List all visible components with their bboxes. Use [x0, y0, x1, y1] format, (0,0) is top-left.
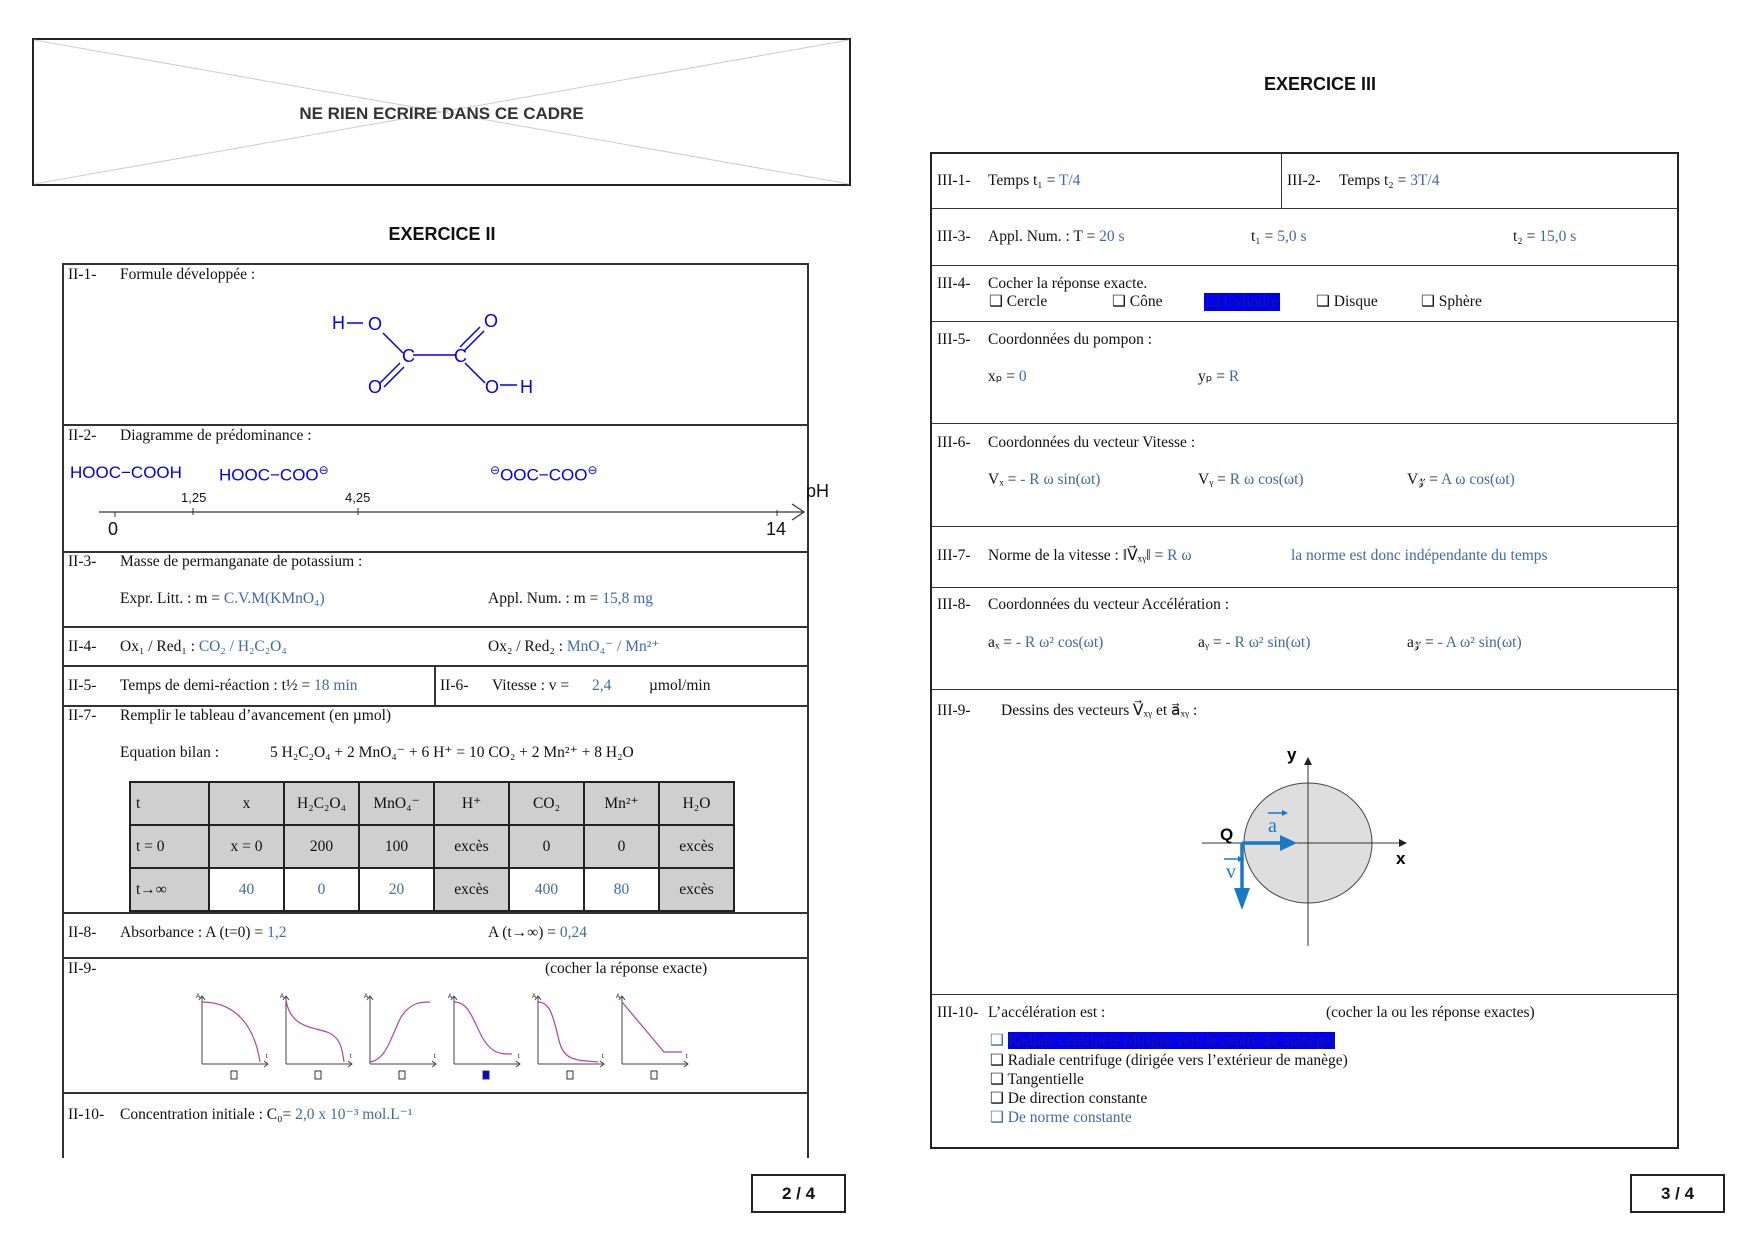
axis-y-label: A: [532, 994, 537, 1000]
graph-choice[interactable]: [198, 992, 278, 1082]
q-label: III-9-: [937, 702, 971, 719]
tick-1-25: 1,25: [181, 490, 207, 505]
ax: [988, 634, 1103, 652]
option-cone[interactable]: [1112, 293, 1163, 311]
couple-2-label: Ox₂ / Red₂ :: [488, 638, 567, 655]
q-text: Coordonnées du vecteur Accélération :: [988, 596, 1230, 613]
ax-label: aₓ =: [988, 634, 1016, 651]
charge: ⊖: [490, 463, 501, 477]
time-t2: [1339, 172, 1439, 190]
xp: [988, 368, 1027, 386]
time-t2-value: 3T/4: [1410, 172, 1440, 189]
speed-norm-value: R ω: [1167, 547, 1192, 564]
az: [1407, 634, 1522, 652]
q-label: III-6-: [937, 434, 971, 451]
option-disque[interactable]: [1316, 293, 1378, 311]
vx: [988, 471, 1100, 489]
axis-x-label: t: [350, 1054, 352, 1060]
expr-value: C.V.M(KMnO₄): [223, 590, 325, 607]
do-not-write-text: NE RIEN ECRIRE DANS CE CADRE: [299, 104, 584, 123]
answer-cell[interactable]: 80: [584, 868, 659, 911]
header-cell: H⁺: [434, 782, 509, 825]
option-label: Cylindre: [1223, 293, 1279, 310]
species-base: [490, 463, 598, 486]
atom-h: H: [332, 313, 345, 333]
yp-value: R: [1228, 368, 1240, 385]
checkbox-icon[interactable]: ❑: [990, 1090, 1004, 1107]
accel-option-centrifuge[interactable]: [990, 1052, 1348, 1070]
option-label: Sphère: [1438, 293, 1482, 310]
axis-x-label: t: [686, 1054, 688, 1060]
charge: ⊖: [318, 463, 329, 477]
axis-x-label: t: [602, 1054, 604, 1060]
atom-o: O: [484, 311, 499, 331]
concentration-label: Concentration initiale : C₀=: [120, 1106, 296, 1123]
q-label: II-5-: [68, 677, 97, 694]
num-value: 15,8 mg: [602, 590, 654, 607]
speed-norm-comment: la norme est donc indépendante du temps: [1291, 547, 1548, 564]
table-header-row: [130, 782, 734, 825]
graph-choice[interactable]: [282, 992, 362, 1082]
cell: excès: [434, 825, 509, 868]
axis-y-label: A: [364, 994, 369, 1000]
time-t1-label: Temps t₁ =: [988, 172, 1059, 189]
option-label: Radiale centripète (dirigée vers le centre du manège): [1007, 1032, 1336, 1049]
q-label: III-10-: [937, 1004, 979, 1021]
q-text: Formule développée :: [120, 266, 256, 283]
exercise-3-title: EXERCICE III: [1263, 74, 1377, 94]
atom-o: O: [368, 314, 383, 334]
axis-y-label: A: [280, 994, 285, 1000]
graph-choice[interactable]: [618, 992, 698, 1082]
az-value: - A ω² sin(ωt): [1437, 634, 1522, 651]
checkbox-icon[interactable]: ❑: [1206, 293, 1220, 310]
checkbox[interactable]: [483, 1071, 489, 1079]
t2-num-label: t₂ =: [1513, 228, 1540, 245]
x-label: x: [1396, 849, 1406, 868]
axis-x-label: t: [518, 1054, 520, 1060]
appl-num: [488, 590, 653, 608]
absorbance-initial-label: Absorbance : A (t=0) =: [120, 924, 268, 941]
cell: 0: [584, 825, 659, 868]
initial-concentration: [120, 1106, 413, 1124]
vx-label: Vₓ =: [988, 471, 1021, 488]
option-label: Disque: [1333, 293, 1378, 310]
absorbance-curve: [538, 1002, 598, 1062]
absorbance-graph-choices: [198, 992, 718, 1082]
t2-num: [1513, 228, 1576, 246]
q-label: II-10-: [68, 1106, 105, 1123]
cell: excès: [659, 868, 734, 911]
time-t1: [988, 172, 1080, 190]
absorbance-curve: [370, 1002, 430, 1062]
species-text: OOC−COO: [500, 465, 588, 485]
advancement-table: [129, 781, 735, 912]
period-label: Appl. Num. : T =: [988, 228, 1100, 245]
speed-norm: [988, 547, 1192, 565]
t1-num: [1251, 228, 1307, 246]
equation: 5 H₂C₂O₄ + 2 MnO₄⁻ + 6 H⁺ = 10 CO₂ + 2 Mn²⁺ + 8 H₂O: [270, 744, 634, 761]
checkbox-icon[interactable]: ❑: [990, 1032, 1004, 1049]
option-label: Cône: [1129, 293, 1163, 310]
num-label: Appl. Num. : m =: [488, 590, 603, 607]
speed-label: Vitesse : v =: [492, 677, 570, 694]
q-text: Cocher la réponse exacte.: [988, 275, 1148, 292]
absorbance-final-label: A (t→∞) =: [488, 924, 560, 941]
q-label: III-8-: [937, 596, 971, 613]
t2-num-value: 15,0 s: [1539, 228, 1577, 245]
atom-c: C: [402, 346, 415, 366]
axis-y-label: A: [196, 994, 201, 1000]
ay-value: - R ω² sin(ωt): [1225, 634, 1311, 651]
couple-1: [120, 638, 287, 656]
absorbance-curve: [286, 1000, 344, 1062]
atom-h: H: [520, 377, 533, 397]
q-label: II-3-: [68, 553, 97, 570]
graph-choice[interactable]: [450, 992, 530, 1082]
checkbox[interactable]: [231, 1071, 237, 1079]
yp-label: yₚ =: [1198, 368, 1229, 385]
q-label: II-1-: [68, 266, 97, 283]
couple-1-value: CO₂ / H₂C₂O₄: [198, 638, 287, 655]
answer-cell[interactable]: 20: [359, 868, 434, 911]
y-label: y: [1287, 745, 1297, 764]
oxalic-acid-structure: [320, 305, 550, 405]
option-sphere[interactable]: [1421, 293, 1482, 311]
checkbox-icon[interactable]: ❑: [1112, 293, 1126, 310]
checkbox[interactable]: [651, 1071, 657, 1079]
ay-label: aᵧ =: [1198, 634, 1226, 651]
vy: [1198, 471, 1304, 489]
option-label: Radiale centrifuge (dirigée vers l’extérieur de manège): [1007, 1052, 1348, 1069]
cell: 0: [509, 825, 584, 868]
vector-diagram: [1188, 740, 1428, 960]
tick-0: 0: [108, 519, 119, 539]
checkbox[interactable]: [567, 1071, 573, 1079]
header-cell: H₂O: [659, 782, 734, 825]
option-label: De norme constante: [1007, 1109, 1132, 1126]
ph-label: pH: [806, 481, 830, 501]
header-cell: H₂C₂O₄: [284, 782, 359, 825]
header-cell: MnO₄⁻: [359, 782, 434, 825]
couple-2-value: MnO₄⁻ / Mn²⁺: [566, 638, 660, 655]
velocity-arrowhead: [1234, 888, 1250, 910]
page-number: 3 / 4: [1630, 1174, 1725, 1213]
ay: [1198, 634, 1310, 652]
half-time-label: Temps de demi-réaction : t½ =: [120, 677, 315, 694]
page-number: 2 / 4: [751, 1174, 846, 1213]
q-label: II-7-: [68, 707, 97, 724]
point-q-label: Q: [1220, 825, 1234, 844]
species-text: HOOC−COO: [219, 465, 319, 485]
period-value: 20 s: [1099, 228, 1125, 245]
cell: 100: [359, 825, 434, 868]
q-text: Masse de permanganate de potassium :: [120, 553, 363, 570]
header-cell: CO₂: [509, 782, 584, 825]
t1-num-label: t₁ =: [1251, 228, 1278, 245]
absorbance-curve: [202, 1002, 260, 1062]
option-label: De direction constante: [1007, 1090, 1148, 1107]
atom-c: C: [454, 346, 467, 366]
az-label: a𝓏 =: [1407, 634, 1438, 651]
q-text: Diagramme de prédominance :: [120, 427, 312, 444]
yp: [1198, 368, 1239, 386]
absorbance-initial-value: 1,2: [267, 924, 287, 941]
concentration-value: 2,0 x 10⁻³ mol.L⁻¹: [295, 1106, 413, 1123]
checkbox[interactable]: [399, 1071, 405, 1079]
vy-label: Vᵧ =: [1198, 471, 1230, 488]
tick-14: 14: [766, 519, 787, 539]
accel-option-centripete[interactable]: [990, 1032, 1335, 1050]
species-acid: HOOC−COOH: [70, 463, 182, 482]
q-label: III-2-: [1287, 172, 1321, 189]
q-label: III-4-: [937, 275, 971, 292]
expr-label: Expr. Litt. : m =: [120, 590, 224, 607]
vy-value: R ω cos(ωt): [1229, 471, 1304, 488]
xp-label: xₚ =: [988, 368, 1019, 385]
cell: x = 0: [209, 825, 284, 868]
atom-o: O: [368, 377, 383, 397]
couple-1-label: Ox₁ / Red₁ :: [120, 638, 199, 655]
a-label: a: [1268, 815, 1277, 837]
accel-option-norme[interactable]: [990, 1109, 1132, 1127]
answer-cell[interactable]: 400: [509, 868, 584, 911]
absorbance-initial: [120, 924, 286, 942]
absorbance-curve: [622, 1002, 682, 1052]
option-label: Cercle: [1006, 293, 1048, 310]
absorbance-final: [488, 924, 587, 942]
graph-choice[interactable]: [534, 992, 614, 1082]
vz-label: V𝓏 =: [1407, 471, 1442, 488]
expr-litt: [120, 590, 325, 608]
q-text: Coordonnées du pompon :: [988, 331, 1153, 348]
option-cercle[interactable]: [989, 293, 1047, 311]
equation-label: Equation bilan :: [120, 744, 220, 761]
speed-unit: µmol/min: [649, 677, 711, 694]
checkbox-icon[interactable]: ❑: [990, 1109, 1004, 1126]
ax-value: - R ω² cos(ωt): [1015, 634, 1104, 651]
header-cell: t: [130, 782, 209, 825]
charge: ⊖: [587, 463, 598, 477]
checkbox-icon[interactable]: ❑: [1316, 293, 1330, 310]
vz-value: A ω cos(ωt): [1441, 471, 1515, 488]
species-amphoteric: [219, 463, 329, 486]
header-cell: x: [209, 782, 284, 825]
q-label: III-5-: [937, 331, 971, 348]
table-row-initial: [130, 825, 734, 868]
half-time-value: 18 min: [314, 677, 358, 694]
xp-value: 0: [1018, 368, 1027, 385]
vz: [1407, 471, 1515, 489]
vx-value: - R ω sin(ωt): [1020, 471, 1101, 488]
q-hint: (cocher la ou les réponse exactes): [1326, 1004, 1535, 1021]
cell: excès: [659, 825, 734, 868]
q-label: II-6-: [440, 677, 469, 694]
table-row-final: [130, 868, 734, 911]
checkbox-icon[interactable]: ❑: [989, 293, 1003, 310]
q-text: L’accélération est :: [988, 1004, 1106, 1021]
q-label: III-3-: [937, 228, 971, 245]
option-cylindre-selected[interactable]: [1204, 293, 1280, 311]
answer-cell[interactable]: 0: [284, 868, 359, 911]
axis-y-label: A: [448, 994, 453, 1000]
option-label: Tangentielle: [1007, 1071, 1084, 1088]
q-text: Dessins des vecteurs V⃗ₓᵧ et a⃗ₓᵧ :: [1001, 702, 1198, 719]
accel-option-direction[interactable]: [990, 1090, 1147, 1108]
absorbance-final-value: 0,24: [559, 924, 588, 941]
checkbox-icon[interactable]: ❑: [990, 1052, 1004, 1069]
checkbox-icon[interactable]: ❑: [1421, 293, 1435, 310]
cell: excès: [434, 868, 509, 911]
header-cell: Mn²⁺: [584, 782, 659, 825]
q-label: III-7-: [937, 547, 971, 564]
v-label: v: [1226, 861, 1236, 883]
exercise-2-title: EXERCICE II: [388, 224, 496, 244]
checkbox[interactable]: [315, 1071, 321, 1079]
period: [988, 228, 1125, 246]
axis-x-label: t: [434, 1054, 436, 1060]
q-label: II-2-: [68, 427, 97, 444]
half-time: [120, 677, 358, 695]
do-not-write-box: [32, 38, 851, 186]
graph-choice[interactable]: [366, 992, 446, 1082]
q-label: II-8-: [68, 924, 97, 941]
absorbance-curve: [454, 1002, 512, 1054]
couple-2: [488, 638, 660, 656]
checkbox-icon[interactable]: ❑: [990, 1071, 1004, 1088]
atom-o: O: [485, 377, 500, 397]
q-label: II-4-: [68, 638, 97, 655]
tick-4-25: 4,25: [345, 490, 371, 505]
speed-value: 2,4: [592, 677, 612, 694]
q-label: II-9-: [68, 960, 97, 977]
q-text: Coordonnées du vecteur Vitesse :: [988, 434, 1196, 451]
cell: t→∞: [130, 868, 209, 911]
q-text: Remplir le tableau d’avancement (en µmol): [120, 707, 392, 724]
cell: 200: [284, 825, 359, 868]
axis-x-label: t: [266, 1054, 268, 1060]
accel-option-tangentielle[interactable]: [990, 1071, 1084, 1089]
time-t1-value: T/4: [1058, 172, 1081, 189]
time-t2-label: Temps t₂ =: [1339, 172, 1411, 189]
q-label: III-1-: [937, 172, 971, 189]
axis-y-label: A: [616, 994, 621, 1000]
q-hint: (cocher la réponse exacte): [545, 960, 708, 977]
answer-cell[interactable]: 40: [209, 868, 284, 911]
speed-norm-label: Norme de la vitesse : ‖V⃗ₓᵧ‖ =: [988, 547, 1168, 564]
t1-num-value: 5,0 s: [1277, 228, 1307, 245]
cell: t = 0: [130, 825, 209, 868]
